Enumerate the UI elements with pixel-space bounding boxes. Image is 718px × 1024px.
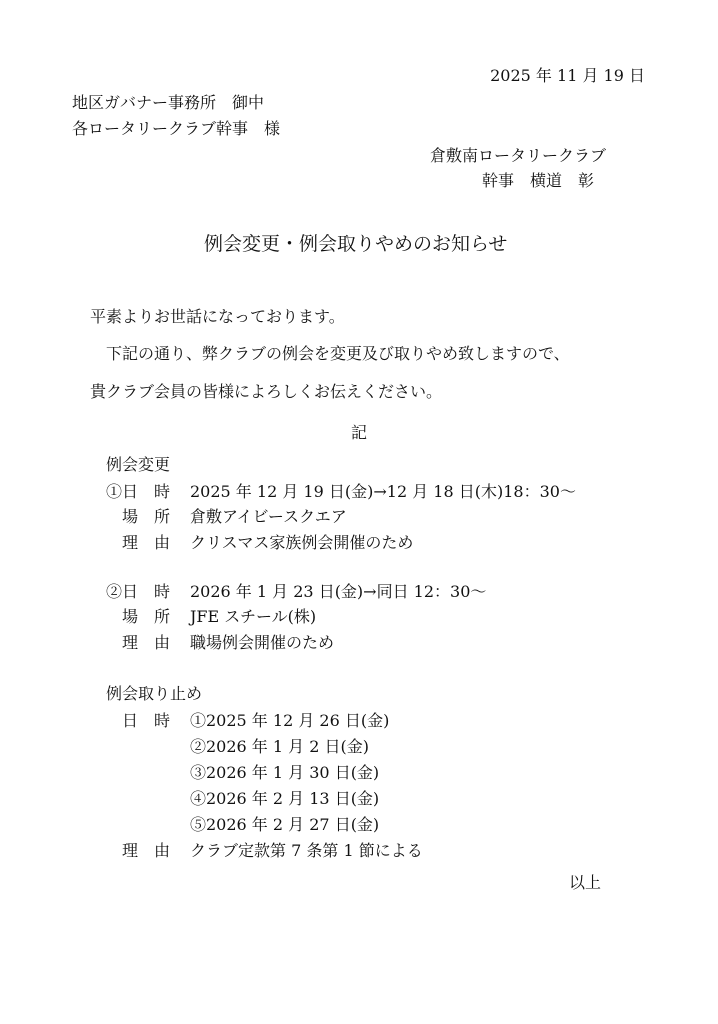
change-2-reason-value: 職場例会開催のため [190,633,335,652]
document-date: 2025 年 11 月 19 日 [490,66,645,85]
cancellations-heading: 例会取り止め [106,684,203,703]
cancellation-date-4: ④2026 年 2 月 13 日(金) [190,789,380,808]
change-1-reason-label: 理 由 [122,533,171,552]
change-2-reason-label: 理 由 [122,633,171,652]
sender-name: 幹事 横道 彰 [482,171,595,190]
document-title: 例会変更・例会取りやめのお知らせ [204,233,508,255]
cancellation-date-2: ②2026 年 1 月 2 日(金) [190,737,369,756]
change-1-place-label: 場 所 [122,507,171,526]
changes-heading: 例会変更 [106,455,171,474]
change-1-reason-value: クリスマス家族例会開催のため [190,533,414,552]
addressee-governor-office: 地区ガバナー事務所 御中 [72,93,265,112]
change-1-place-value: 倉敷アイビースクエア [190,507,347,526]
body-paragraph-1: 下記の通り、弊クラブの例会を変更及び取りやめ致しますので、 [106,344,570,363]
cancellations-reason-value: クラブ定款第 7 条第 1 節による [190,841,423,860]
change-1-date-label: ①日 時 [106,482,171,501]
addressee-club-secretaries: 各ロータリークラブ幹事 様 [72,119,281,138]
sender-organization: 倉敷南ロータリークラブ [430,146,607,165]
cancellations-reason-label: 理 由 [122,841,171,860]
ki-marker: 記 [351,423,368,442]
body-paragraph-2: 貴クラブ会員の皆様によろしくお伝えください。 [90,382,443,401]
cancellation-date-1: ①2025 年 12 月 26 日(金) [190,711,390,730]
cancellation-date-5: ⑤2026 年 2 月 27 日(金) [190,815,380,834]
greeting-text: 平素よりお世話になっております。 [90,307,345,326]
cancellations-date-label: 日 時 [122,711,171,730]
closing-ijou: 以上 [569,873,602,892]
change-2-date-value: 2026 年 1 月 23 日(金)→同日 12：30～ [190,582,487,601]
cancellation-date-3: ③2026 年 1 月 30 日(金) [190,763,380,782]
change-2-place-value: JFE スチール(株) [190,607,317,626]
change-1-date-value: 2025 年 12 月 19 日(金)→12 月 18 日(木)18：30～ [190,482,576,501]
change-2-date-label: ②日 時 [106,582,171,601]
change-2-place-label: 場 所 [122,607,171,626]
